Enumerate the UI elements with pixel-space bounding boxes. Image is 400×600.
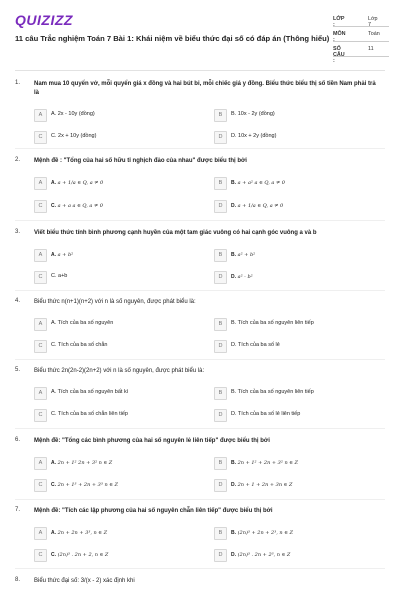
question-text: Biểu thức đại số: 3/(x - 2) xác định khi <box>34 578 135 584</box>
option-text: 2n + 1² + 2n + 3² n ∈ Z <box>237 459 299 466</box>
option-text: a + 1/a ∈ Q, a ≠ 0 <box>57 179 104 186</box>
meta-subject-value: Toán <box>368 31 380 37</box>
option-d[interactable] <box>214 479 379 491</box>
option-text: 2n + 1² 2n + 3² n ∈ Z <box>57 459 113 466</box>
option-a[interactable] <box>34 457 199 469</box>
meta-count-label: SỐ CÂU : <box>333 46 345 64</box>
option-d[interactable] <box>214 409 379 421</box>
question-number: 6. <box>15 437 21 443</box>
question-divider <box>15 290 385 291</box>
question-text: Viết biểu thức tính bình phương cạnh huyền của một tam giác vuông có hai cạnh góc vuông a và b <box>34 230 317 236</box>
option-label: A. <box>51 529 56 536</box>
question-number: 3. <box>15 229 21 235</box>
option-key: B <box>214 527 227 540</box>
option-label: A. <box>51 179 56 186</box>
option-key: D <box>214 131 227 144</box>
meta-class-label: LỚP : <box>333 16 345 28</box>
option-c[interactable] <box>34 200 199 212</box>
option-d[interactable] <box>214 131 379 143</box>
option-text: C. 2x + 10y (đồng) <box>51 133 97 139</box>
option-label: A. <box>51 251 56 258</box>
option-b[interactable] <box>214 177 379 189</box>
option-key: B <box>214 249 227 262</box>
option-key: D <box>214 271 227 284</box>
meta-subject-label: MÔN : <box>333 31 346 43</box>
option-c[interactable] <box>34 479 199 491</box>
question-number: 1. <box>15 80 21 86</box>
option-label: C. <box>51 481 56 488</box>
option-key: B <box>214 318 227 331</box>
option-text: A. Tích của ba số nguyên bất kì <box>51 389 129 395</box>
question-number: 8. <box>15 577 21 583</box>
option-text: (2n)³ + 2n + 2³, n ∈ Z <box>237 529 293 536</box>
option-text: 2n + 2n + 3³, n ∈ Z <box>57 529 108 536</box>
option-a[interactable] <box>34 109 199 121</box>
option-a[interactable] <box>34 318 199 330</box>
option-b[interactable] <box>214 249 379 261</box>
option-key: C <box>34 340 47 353</box>
option-text: 2n + 1³ + 2n + 3³ n ∈ Z <box>57 481 119 488</box>
option-b[interactable] <box>214 387 379 399</box>
option-c[interactable] <box>34 340 199 352</box>
option-key: A <box>34 109 47 122</box>
option-label: D. <box>231 551 236 558</box>
quizizz-logo: QUIZIZZ <box>15 12 73 28</box>
option-label: B. <box>231 529 236 536</box>
option-key: C <box>34 549 47 562</box>
question-divider <box>15 428 385 429</box>
option-label: D. <box>231 481 236 488</box>
option-key: D <box>214 549 227 562</box>
option-a[interactable] <box>34 527 199 539</box>
option-a[interactable] <box>34 249 199 261</box>
option-text: a + b² <box>57 251 74 258</box>
question-number: 7. <box>15 507 21 513</box>
option-text: a + a² a ∈ Q, a ≠ 0 <box>237 179 285 186</box>
option-text: D. Tích của ba số lẻ <box>231 342 280 348</box>
option-key: C <box>34 271 47 284</box>
option-label: A. <box>51 459 56 466</box>
option-label: B. <box>231 179 236 186</box>
option-label: B. <box>231 459 236 466</box>
question-text: Mệnh đề : "Tổng của hai số hữu tỉ nghịch đảo của nhau" được biểu thị bởi <box>34 158 247 164</box>
option-text: C. a+b <box>51 273 68 279</box>
option-text: B. Tích của ba số nguyên liên tiếp <box>231 389 314 395</box>
option-key: B <box>214 177 227 190</box>
option-label: D. <box>231 202 236 209</box>
header-divider <box>15 70 385 71</box>
option-key: D <box>214 340 227 353</box>
option-c[interactable] <box>34 131 199 143</box>
option-c[interactable] <box>34 271 199 283</box>
option-c[interactable] <box>34 409 199 421</box>
option-key: A <box>34 249 47 262</box>
option-b[interactable] <box>214 109 379 121</box>
question-divider <box>15 148 385 149</box>
option-d[interactable] <box>214 549 379 561</box>
option-key: D <box>214 409 227 422</box>
option-b[interactable] <box>214 527 379 539</box>
option-key: A <box>34 318 47 331</box>
option-text: a² + b² <box>237 251 256 258</box>
option-key: A <box>34 457 47 470</box>
option-key: C <box>34 131 47 144</box>
option-d[interactable] <box>214 340 379 352</box>
question-divider <box>15 499 385 500</box>
option-key: A <box>34 387 47 400</box>
option-text: a² - b² <box>237 273 253 280</box>
question-text: Mệnh đề: "Tích các lập phương của hai số nguyên chẵn liên tiếp" được biểu thị bởi <box>34 508 273 514</box>
option-label: C. <box>51 551 56 558</box>
option-text: A. Tích của ba số nguyên <box>51 320 114 326</box>
option-text: B. 10x - 2y (đồng) <box>231 111 275 117</box>
option-key: B <box>214 387 227 400</box>
meta-class-value: Lớp 7 <box>368 16 378 28</box>
option-key: C <box>34 200 47 213</box>
option-text: C. Tích của ba số chẵn <box>51 342 108 348</box>
option-text: A. 2x - 10y (đồng) <box>51 111 95 117</box>
question-text: Biểu thức 2n(2n-2)(2n+2) với n là số nguyên, được phát biểu là: <box>34 368 205 374</box>
option-text: (2n)³ . 2n + 2³, n ∈ Z <box>237 551 291 558</box>
option-text: a + a a ∈ Q, a ≠ 0 <box>57 202 103 209</box>
option-key: B <box>214 457 227 470</box>
option-key: A <box>34 527 47 540</box>
option-key: C <box>34 479 47 492</box>
question-text: Nam mua 10 quyển vở, mỗi quyển giá x đồng và hai bút bi, mỗi chiếc giá y đồng. Biểu thức biểu thị số tiền Nam phải trả là <box>34 81 376 96</box>
option-d[interactable] <box>214 200 379 212</box>
option-text: a + 1/a ∈ Q, a ≠ 0 <box>237 202 284 209</box>
question-text: Biểu thức n(n+1)(n+2) với n là số nguyên, được phát biểu là: <box>34 299 196 305</box>
option-b[interactable] <box>214 457 379 469</box>
question-number: 4. <box>15 298 21 304</box>
question-divider <box>15 359 385 360</box>
question-divider <box>15 568 385 569</box>
option-key: A <box>34 177 47 190</box>
option-key: D <box>214 200 227 213</box>
option-c[interactable] <box>34 549 199 561</box>
option-b[interactable] <box>214 318 379 330</box>
option-text: D. 10x + 2y (đồng) <box>231 133 277 139</box>
question-divider <box>15 220 385 221</box>
option-label: B. <box>231 251 236 258</box>
question-text: Mệnh đề: "Tổng các bình phương của hai số nguyên lẻ liên tiếp" được biểu thị bởi <box>34 438 270 444</box>
option-label: D. <box>231 273 236 280</box>
meta-count-value: 11 <box>368 46 374 52</box>
option-key: C <box>34 409 47 422</box>
option-text: 2n + 1 + 2n + 3n ∈ Z <box>237 481 293 488</box>
document-title: 11 câu Trắc nghiệm Toán 7 Bài 1: Khái niệm về biểu thức đại số có đáp án (Thông hiểu) <box>15 34 330 43</box>
option-key: D <box>214 479 227 492</box>
option-a[interactable] <box>34 387 199 399</box>
option-text: (2n)³ . 2n + 2, n ∈ Z <box>57 551 109 558</box>
question-number: 2. <box>15 157 21 163</box>
option-text: B. Tích của ba số nguyên liên tiếp <box>231 320 314 326</box>
question-number: 5. <box>15 367 21 373</box>
option-a[interactable] <box>34 177 199 189</box>
option-text: D. Tích của ba số lẻ liên tiếp <box>231 411 301 417</box>
option-text: C. Tích của ba số chẵn liên tiếp <box>51 411 128 417</box>
option-key: B <box>214 109 227 122</box>
option-d[interactable] <box>214 271 379 283</box>
option-label: C. <box>51 202 56 209</box>
